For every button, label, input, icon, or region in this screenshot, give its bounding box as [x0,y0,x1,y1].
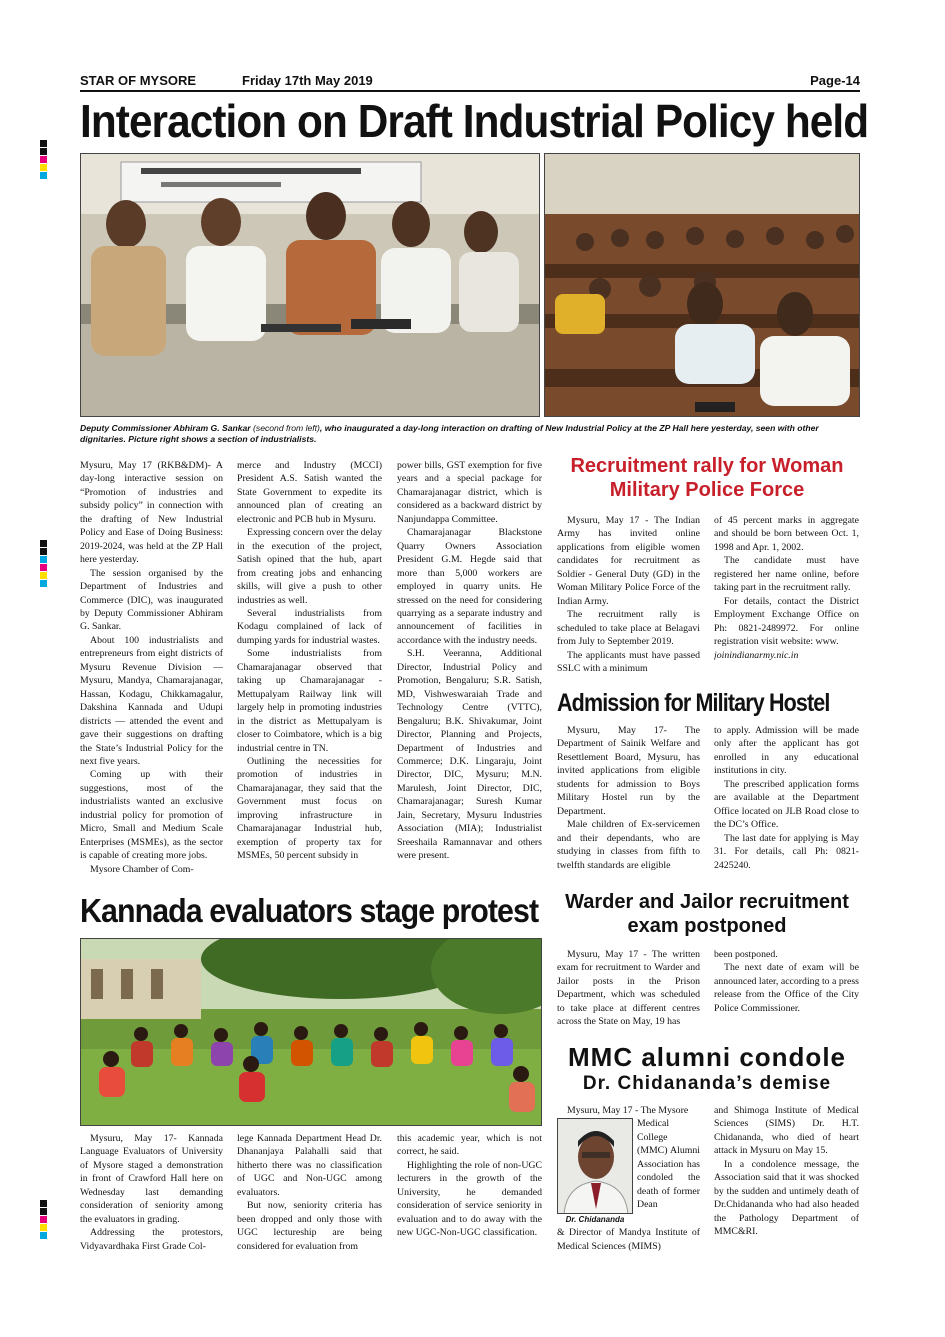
paragraph: In a condolence message, the Association said that it was shocked by the sudden and untimely death of Dr.Chidananda who had also headed the Pathology Department of MMC&RI. [714,1158,859,1238]
headline-kannada-protest: Kannada evaluators stage protest [80,892,539,929]
paragraph: merce and Industry (MCCI) President A.S. Satish wanted the State Government to expedite its announced plan of creating an electronic and PCB hub in Mysuru. [237,460,382,525]
paragraph: Addressing the protestors, Vidyavardhaka First Grade Col- [80,1227,223,1252]
issue-date: Friday 17th May 2019 [242,73,373,88]
paragraph: Mysuru, May 17- Kannada Language Evaluators of University of Mysore staged a demonstration in front of Crawford Hall here on Wednesday last demanding consideration of seniority among the evaluators in grading. [80,1133,223,1225]
paragraph: lege Kannada Department Head Dr. Dhananjaya Palahalli said that hitherto there was no classification of UGC and Non-UGC among evaluators. [237,1133,382,1198]
story2-column-1 [557,514,700,684]
story6-column-3 [397,1132,542,1262]
photo-caption [80,423,860,445]
story4-column-2 [714,948,859,1038]
photo-caption: Dr. Chidananda [565,1215,625,1225]
photo-protest [80,938,542,1126]
registration-marks [40,1200,47,1240]
paragraph: The recruitment rally is scheduled to take place at Belagavi from July to September 2019. [557,609,700,648]
paragraph: About 100 industrialists and entrepreneurs from eight districts of Mysuru Revenue Division — Mysuru, Mandya, Chamarajanagar, Hassan, Kodagu, Chikkamagalur, Dakshina Kannada and Udupi districts — attended the event and gave their suggestions on drafting the State’s Industrial Policy for the next five years. [80,634,223,767]
story1-column-3 [397,459,542,891]
website-link[interactable]: joinindianarmy.nic.in [714,649,799,661]
story6-column-1 [80,1132,223,1262]
paragraph: Male children of Ex-servicemen and their dependants, who are studying in classes from fifth to twelfth standards are eligible [557,819,700,871]
header-rule [80,90,860,92]
headline-line: MMC alumni condole [568,1042,846,1072]
headline-mmc-alumni [552,1042,862,1096]
caption-note: (second from left) [253,423,320,433]
paragraph: Mysuru, May 17 (RKB&DM)- A day-long interactive session on “Promotion of industries and subsidy policy” in connection with the drafting of New Industrial Policy and Ease of Doing Business: 2019-2024, was held at the ZP Hall here yesterday. [80,460,223,566]
caption-name: Deputy Commissioner Abhiram G. Sankar [80,423,251,433]
paragraph: to apply. Admission will be made only after the applicant has got enrolled in any educational institutions in city. [714,725,859,777]
photo-dignitaries [80,153,540,417]
paragraph: Several industrialists from Kodagu complained of lack of dumping yards for industrial wastes. [237,607,382,646]
paragraph: The applicants must have passed SSLC with a minimum [557,649,700,674]
photo-dr-chidananda [557,1118,633,1214]
paragraph: The candidate must have registered her name online, before taking part in the recruitment rally. [714,555,859,594]
headline-warder-jailor [552,890,862,938]
story6-column-2 [237,1132,382,1262]
headline-industrial-policy: Interaction on Draft Industrial Policy held [80,95,869,147]
paragraph: For details, contact the District Employment Exchange Office on Ph: 0821-2489972. For online registration visit website: www. [714,595,859,648]
story1-column-2 [237,459,382,891]
paragraph: Chamarajanagar Blackstone Quarry Owners Association President G.M. Hegde said that more than 5,000 workers are employed in quarry units. He stressed on the need for considering quarrying as a separate industry and announcement of facilities in accordance with the industry needs. [397,527,542,646]
paragraph: and Shimoga Institute of Medical Sciences (SIMS) Dr. H.T. Chidananda, who died of heart attack in Mysuru on May 15. [714,1105,859,1157]
story5-column-2 [714,1104,859,1269]
paragraph: But now, seniority criteria has been dropped and only those with UGC lectureship are being considered for evaluation from [237,1200,382,1252]
story5-column-1 [557,1104,700,1269]
paragraph: Coming up with their suggestions, most of the industrialists wanted an exclusive industrial policy for promotion of Micro, Small and Medium Scale Enterprises (MSMEs), as the sector is capable of creating more jobs. [80,769,223,862]
masthead: STAR OF MYSORE [80,73,197,88]
paragraph: power bills, GST exemption for five years and a special package for Chamarajanagar district, which is considered as a backward district by Nanjundappa Committee. [397,460,542,525]
registration-marks [40,540,47,588]
headline-line: Military Police Force [609,479,805,501]
paragraph: Mysore Chamber of Com- [90,863,194,875]
headline-line: Warder and Jailor recruitment [565,891,849,913]
paragraph: Highlighting the role of non-UGC lecturers in the growth of the University, he demanded consideration of service seniority in evaluation and to do away with the new UGC-Non-UGC classification. [397,1159,542,1239]
headline-line: Recruitment rally for Woman [570,455,844,477]
paragraph: Expressing concern over the delay in the execution of the project, Satish opined that the hub, apart from creating jobs and enhancing skills, will give a push to other industries as well. [237,527,382,606]
page-number: Page-14 [810,73,860,88]
story3-column-1 [557,724,700,886]
paragraph: Mysuru, May 17 - The written exam for recruitment to Warder and Jailor posts in the Prison Department, which was scheduled to take place at different centres across the State on May, 19 has [557,949,700,1028]
paragraph: S.H. Veeranna, Additional Director, Industrial Policy and Promotion, Bengaluru; S.R. Satish, MD, Vishweswaraiah Trade and Technology Centre (VTTC), Bengaluru; B.K. Shivakumar, Joint Director, Planning and Projects, Department of Industries and Commerce; D.K. Lingaraju, Joint Director, DIC, Mysuru; M.N. Marulesh, Joint Director, DIC, Chamarajanagar; Suresh Kumar Jain, Secretary, Mysuru Industries Association (MIA); Industrialist Sreeshaila Ramannavar and others were present. [397,648,542,862]
paragraph: Some industrialists from Chamarajanagar observed that taking up Chamarajanagar - Mettupalyam Railway link will largely help in promoting industries in the district as Mettupalyam is closer to Coimbatore, which is a big industrial centre in TN. [237,648,382,754]
headline-recruitment-rally [552,454,862,502]
paragraph: The session organised by the Department of Industries and Commerce (DIC), was inaugurated by Deputy Commissioner Abhiram G. Sankar. [80,567,223,633]
paragraph: Mysuru, May 17 - The Mysore [567,1105,689,1116]
caption-text: , who inaugurated a day-long interaction on drafting of New Industrial Policy at the ZP Hall here yesterday, seen with other dignitaries. Picture right shows a section of industrialists. [80,423,819,445]
headline-line: Dr. Chidananda’s demise [582,1073,832,1095]
paragraph: The last date for applying is May 31. For details, call Ph: 0821-2425240. [714,832,859,871]
headline-military-hostel: Admission for Military Hostel [557,689,830,717]
paragraph: The next date of exam will be announced later, according to a press release from the Office of the City Police Commissioner. [714,962,859,1014]
paragraph: Mysuru, May 17- The Department of Sainik Welfare and Resettlement Board, Mysuru, has invited applications from eligible students for admission to Boys Military Hostel run by the Department. [557,725,700,817]
paragraph: The prescribed application forms are available at the Department Office located on JLB Road close to the DC’s Office. [714,778,859,831]
story2-column-2 [714,514,859,684]
paragraph: Mysuru, May 17 - The Indian Army has invited online applications from eligible women candidates for recruitment as Soldier - General Duty (GD) in the Woman Military Police Force of the Indian Army. [557,515,700,607]
story4-column-1 [557,948,700,1038]
story3-column-2 [714,724,859,886]
paragraph: Outlining the necessities for promotion of industries in Chamarajanagar, they said that the Government must focus on improving infrastructure in Chamarajanagar Industrial hub, exemption of property tax for MSMEs, 50 percent subsidy in [237,755,382,862]
headline-line: exam postponed [627,915,787,937]
paragraph: been postponed. [714,949,778,960]
paragraph: this academic year, which is not correct, he said. [397,1133,542,1158]
registration-marks [40,140,47,180]
paragraph: & Director of Mandya Institute of Medical Sciences (MIMS) [557,1227,700,1252]
photo-industrialists [544,153,860,417]
story1-column-1 [80,459,223,891]
paragraph: Medical College (MMC) Alumni Association has condoled the death of former Dean [637,1118,700,1211]
paragraph: of 45 percent marks in aggregate and should be born between Oct. 1, 1998 and Apr. 1, 2002. [714,515,859,553]
